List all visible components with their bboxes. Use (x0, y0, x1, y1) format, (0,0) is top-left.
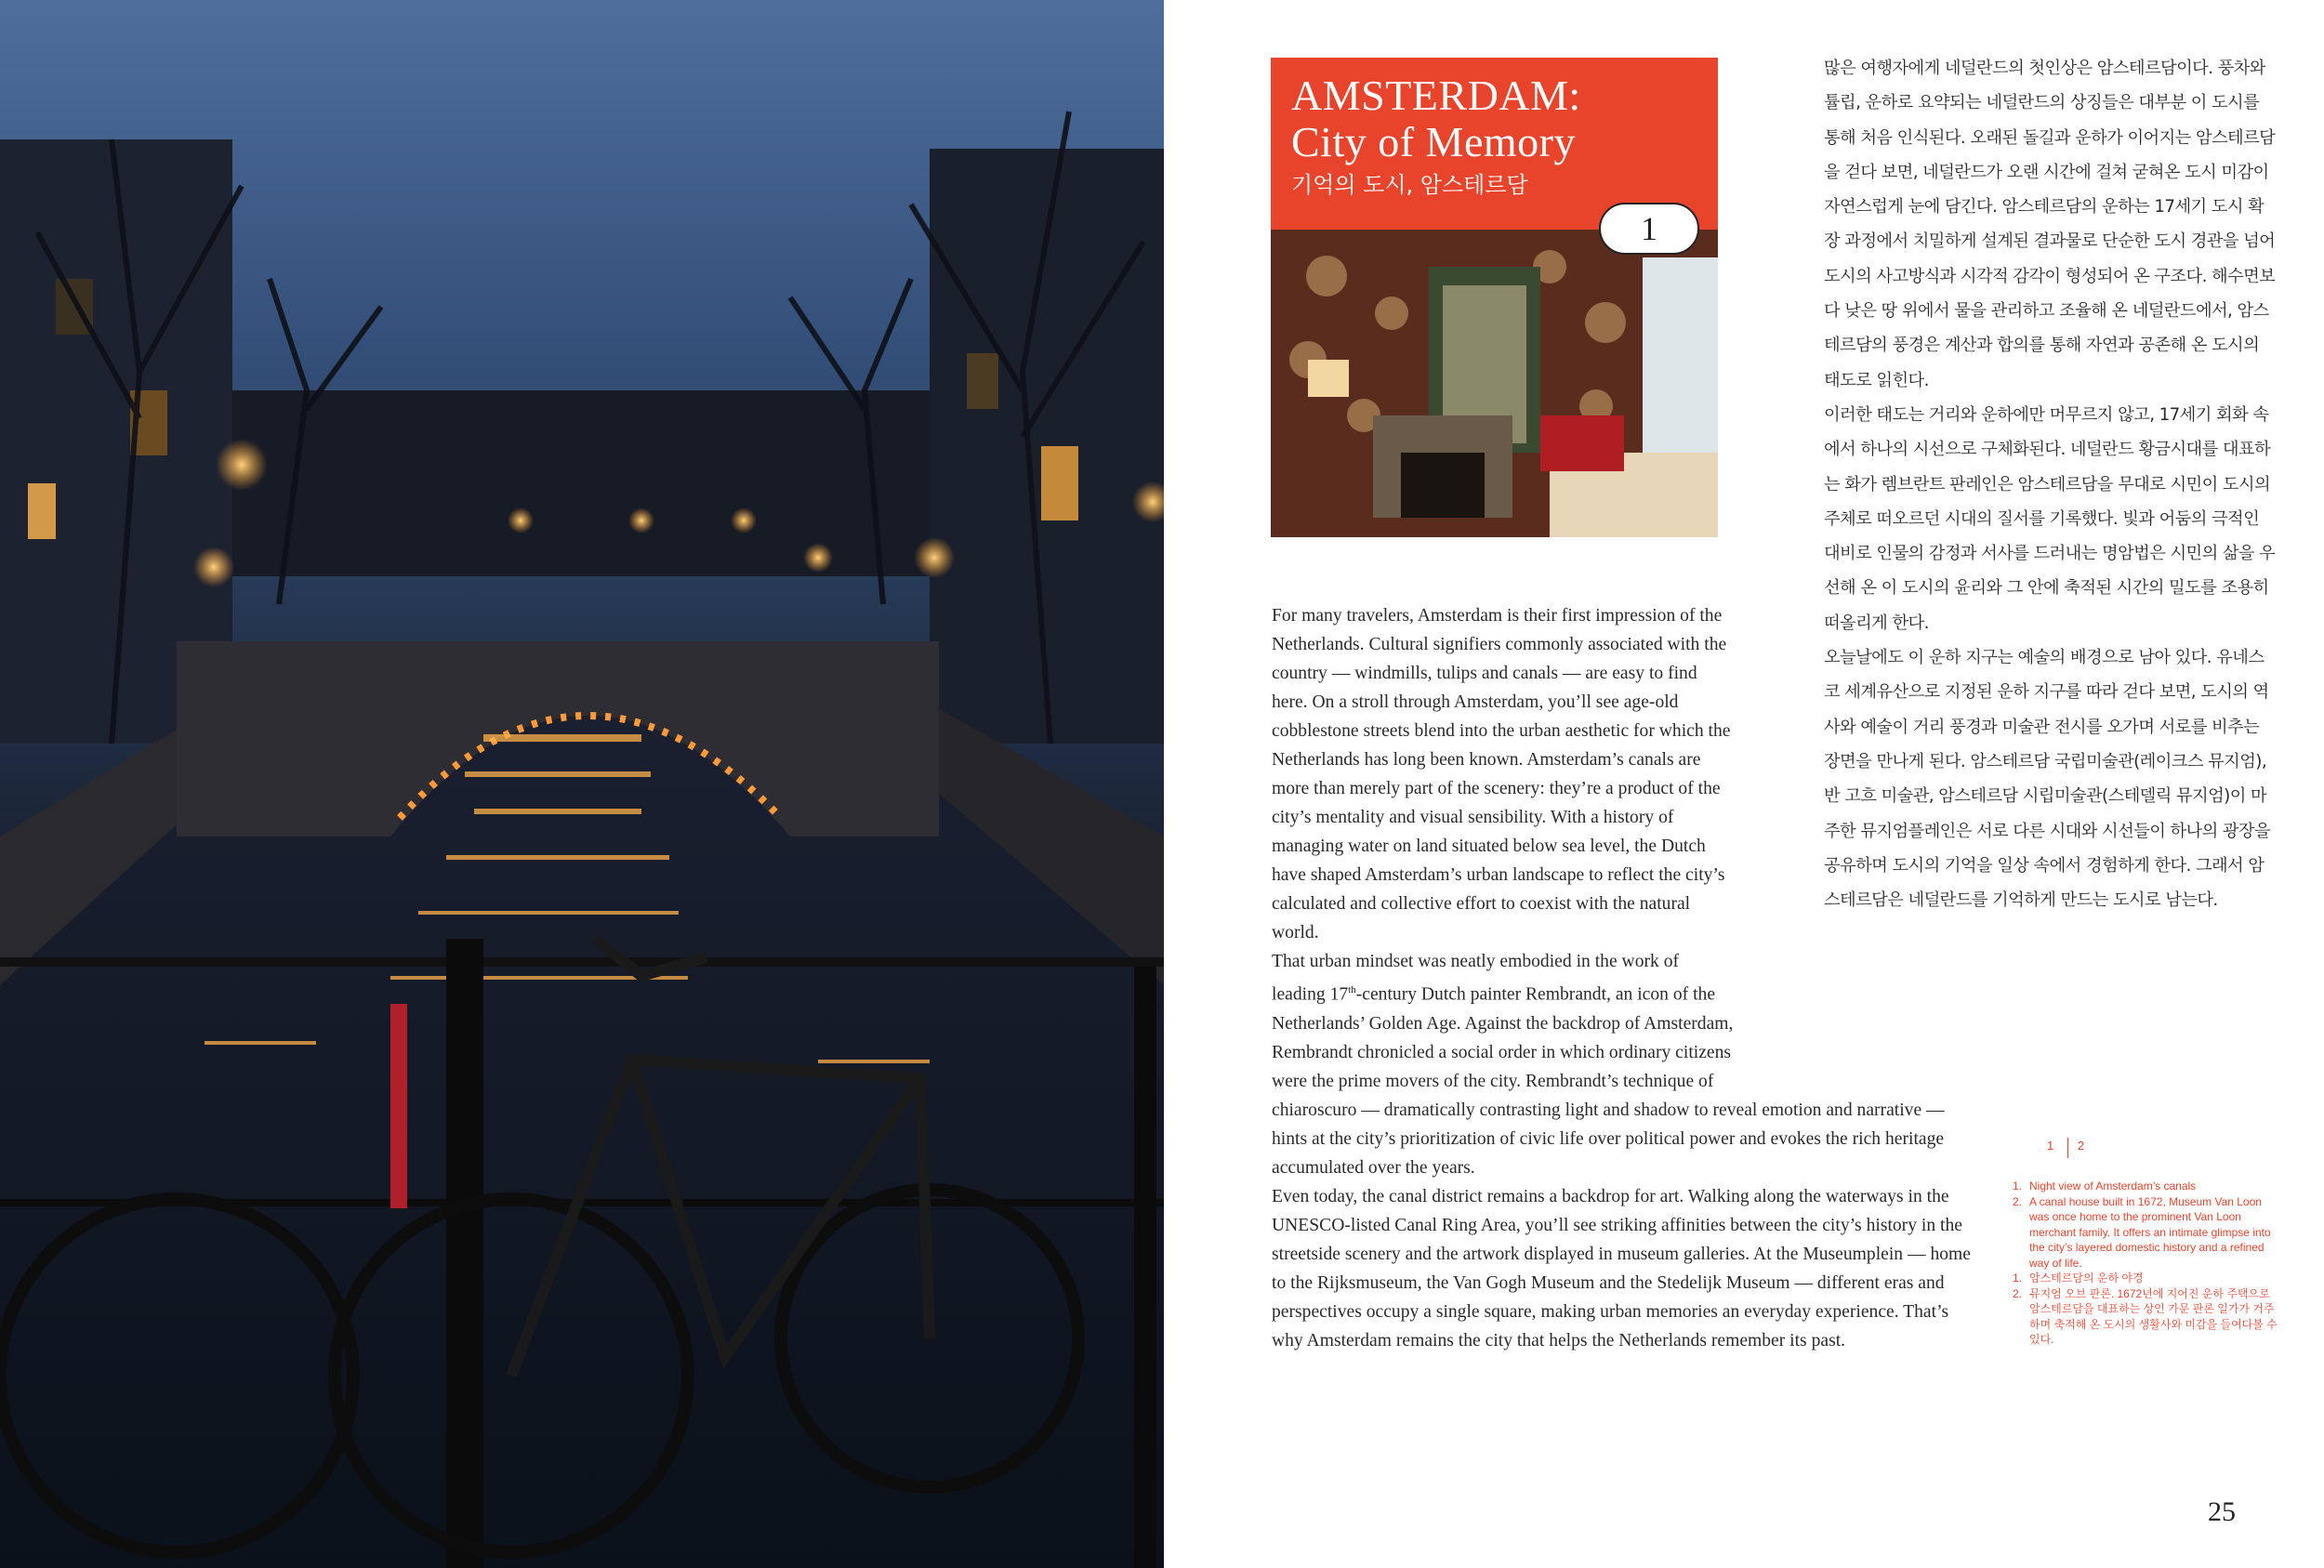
english-paragraph-2-start: That urban mindset was neatly embodied in the work of leading 17 (1272, 952, 1680, 1005)
caption-number: 2. (2013, 1194, 2023, 1208)
caption-item (2013, 1179, 2278, 1194)
korean-paragraph-2: 이러한 태도는 거리와 운하에만 머무르지 않고, 17세기 회화 속에서 하나의 시선으로 구체화된다. 네덜란드 황금시대를 대표하는 화가 렘브란트 판레인은 암스테르담을 무대로 시민이 도시의 주체로 떠오르던 시대의 질서를 기록했다. 빛과 어둠의 극적인 대비로 인물의 감정과 서사를 드러내는 명암법은 시민의 삶을 우선해 온 이 도시의 윤리와 그 안에 축적된 시간의 밀도를 조용히 떠올리게 한다. (1824, 404, 2276, 633)
museum-interior-photo (1271, 230, 1718, 537)
english-paragraph-1: For many travelers, Amsterdam is their first impression of the Netherlands. Cultural signifiers commonly associated with the country — windmills, tulips and canals — are easy to find here. On a stroll through Amsterdam, you’ll see age-old cobblestone streets blend into the urban aesthetic for which the Netherlands has long been known. Amsterdam’s canals are more than merely part of the scenery: they’re a product of the city’s mentality and visual sensibility. With a history of managing water on land situated below sea level, the Dutch have shaped Amsterdam’s urban landscape to reflect the city’s calculated and collective effort to coexist with the natural world. (1272, 606, 1731, 942)
caption-text: Night view of Amsterdam’s canals (2029, 1179, 2197, 1192)
page-number: 25 (2208, 1496, 2236, 1527)
korean-paragraph-3: 오늘날에도 이 운하 지구는 예술의 배경으로 남아 있다. 유네스코 세계유산으로 지정된 운하 지구를 따라 걷다 보면, 도시의 역사와 예술이 거리 풍경과 미술관 전시를 오가며 서로를 비추는 장면을 만나게 된다. 암스테르담 국립미술관(레이크스 뮤지엄), 반 고흐 미술관, 암스테르담 시립미술관(스테델릭 뮤지엄)이 마주한 뮤지엄플레인은 서로 다른 시대와 시선들이 하나의 광장을 공유하며 도시의 기억을 일상 속에서 경험하게 한다. 그래서 암스테르담은 네덜란드를 기억하게 만드는 도시로 남는다. (1824, 648, 2271, 911)
caption-number: 2. (2013, 1286, 2023, 1300)
english-paragraph-2-wide: chiaroscuro — dramatically contrasting light and shadow to reveal emotion and narrative — hints at the city’s prioritization of civic life over political power and evokes the rich heritage accumulated over the years. (1272, 1100, 1945, 1178)
caption-text: A canal house built in 1672, Museum Van Loon was once home to the prominent Van Loon merchant family. It offers an intimate glimpse into the city’s layered domestic history and a refined way of life. (2029, 1194, 2271, 1270)
caption-item (2013, 1271, 2278, 1286)
title-english (1291, 72, 1581, 165)
figure-number-badge: 1 (1599, 203, 1699, 255)
caption-text: 뮤지엄 오브 판론. 1672년에 지어진 운하 주택으로 암스테르담을 대표하는 상인 가문 판론 일가가 거주하며 축적해 온 도시의 생활사와 미감을 들여다볼 수 있다. (2029, 1286, 2278, 1346)
english-paragraph-2 (1272, 947, 1736, 1096)
caption-text: 암스테르담의 운하 야경 (2029, 1272, 2144, 1285)
caption-index-divider (2067, 1138, 2068, 1158)
caption-index-1: 1 (2047, 1139, 2054, 1153)
ordinal-suffix: th (1348, 984, 1356, 995)
caption-item (2013, 1286, 2278, 1348)
caption-index (2047, 1139, 2084, 1153)
photo-captions (2013, 1179, 2278, 1348)
title-line-2: City of Memory (1291, 118, 1576, 165)
title-line-1: AMSTERDAM: (1291, 72, 1581, 119)
korean-article (1824, 51, 2279, 917)
korean-paragraph-1: 많은 여행자에게 네덜란드의 첫인상은 암스테르담이다. 풍차와 튤립, 운하로 요약되는 네덜란드의 상징들은 대부분 이 도시를 통해 처음 인식된다. 오래된 돌길과 운하가 이어지는 암스테르담을 걷다 보면, 네덜란드가 오랜 시간에 걸쳐 굳혀온 도시 미감이 자연스럽게 눈에 담긴다. 암스테르담의 운하는 17세기 도시 확장 과정에서 치밀하게 설계된 결과물로 단순한 도시 경관을 넘어 도시의 사고방식과 시각적 감각이 형성되어 온 구조다. 해수면보다 낮은 땅 위에서 물을 관리하고 조율해 온 네덜란드에서, 암스테르담의 풍경은 계산과 합의를 통해 자연과 공존해 온 도시의 태도로 읽힌다. (1824, 59, 2276, 390)
caption-number: 1. (2013, 1272, 2023, 1285)
caption-number: 1. (2013, 1179, 2023, 1192)
title-korean: 기억의 도시, 암스테르담 (1291, 172, 1528, 198)
english-paragraph-3: Even today, the canal district remains a backdrop for art. Walking along the waterways in the UNESCO-listed Canal Ring Area, you’ll see striking affinities between the city’s history in the streetside scenery and the artwork displayed in museum galleries. At the Museumplein — home to the Rijksmuseum, the Van Gogh Museum and the Stedelijk Museum — different eras and perspectives occupy a single square, making urban memories an everyday experience. That’s why Amsterdam remains the city that helps the Netherlands remember its past. (1272, 1186, 1971, 1351)
english-paragraph-2-cont: -century Dutch painter Rembrandt, an icon of the Netherlands’ Golden Age. Against the backdrop of Amsterdam, Rembrandt chronicled a social order in which ordinary citizens were the prime movers of the city. Rembrandt’s technique of (1272, 984, 1734, 1091)
caption-item (2013, 1194, 2278, 1272)
caption-index-2: 2 (2077, 1139, 2085, 1153)
